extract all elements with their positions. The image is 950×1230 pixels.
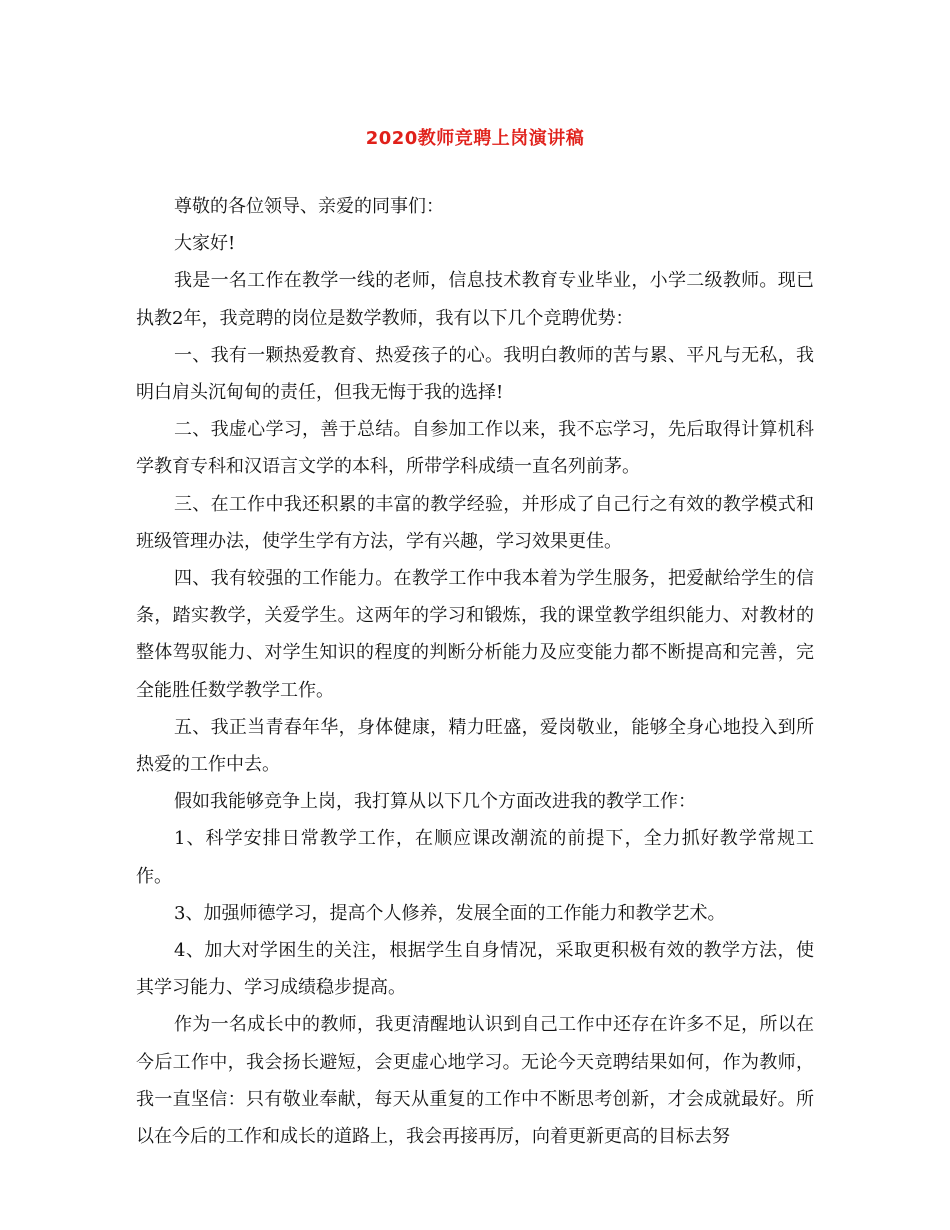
paragraph-salutation: 尊敬的各位领导、亲爱的同事们： [174, 196, 444, 217]
paragraph-advantage-1: 一、我有一颗热爱教育、热爱孩子的心。我明白教师的苦与累、平凡与无私，我明白肩头沉甸甸的责任，但我无悔于我的选择! [136, 344, 814, 404]
page-title: 2020教师竞聘上岗演讲稿 [365, 128, 585, 149]
paragraph-greeting: 大家好! [174, 233, 236, 255]
paragraph-advantage-5: 五、我正当青春年华，身体健康，精力旺盛，爱岗敬业，能够全身心地投入到所热爱的工作中去。 [136, 716, 814, 776]
paragraph-plan-3: 3、加强师德学习，提高个人修养，发展全面的工作能力和教学艺术。 [174, 902, 726, 924]
paragraph-advantage-2: 二、我虚心学习，善于总结。自参加工作以来，我不忘学习，先后取得计算机科学教育专科和汉语言文学的本科，所带学科成绩一直名列前茅。 [136, 419, 814, 478]
paragraph-intro: 我是一名工作在教学一线的老师，信息技术教育专业毕业，小学二级教师。现已执教2年，我竞聘的岗位是数学教师，我有以下几个竞聘优势： [136, 270, 814, 329]
paragraph-advantage-3: 三、在工作中我还积累的丰富的教学经验，并形成了自己行之有效的教学模式和班级管理办法，使学生学有方法，学有兴趣，学习效果更佳。 [136, 493, 814, 552]
paragraph-plan-intro: 假如我能够竞争上岗，我打算从以下几个方面改进我的教学工作： [174, 791, 696, 813]
paragraph-plan-1: 1、科学安排日常教学工作，在顺应课改潮流的前提下，全力抓好教学常规工作。 [136, 828, 814, 887]
paragraph-advantage-4: 四、我有较强的工作能力。在教学工作中我本着为学生服务，把爱献给学生的信条，踏实教学，关爱学生。这两年的学习和锻炼，我的课堂教学组织能力、对教材的整体驾驭能力、对学生知识的程度的判断分析能力及应变能力都不断提高和完善，完全能胜任数学教学工作。 [136, 568, 814, 701]
paragraph-conclusion: 作为一名成长中的教师，我更清醒地认识到自己工作中还存在许多不足，所以在今后工作中，我会扬长避短，会更虚心地学习。无论今天竞聘结果如何，作为教师，我一直坚信：只有敬业奉献，每天从重复的工作中不断思考创新，才会成就最好。所以在今后的工作和成长的道路上，我会再接再厉，向着更新更高的目标去努 [136, 1014, 814, 1148]
document-body [136, 188, 814, 1155]
paragraph-plan-4: 4、加大对学困生的关注，根据学生自身情况，采取更积极有效的教学方法，使其学习能力、学习成绩稳步提高。 [136, 940, 814, 999]
